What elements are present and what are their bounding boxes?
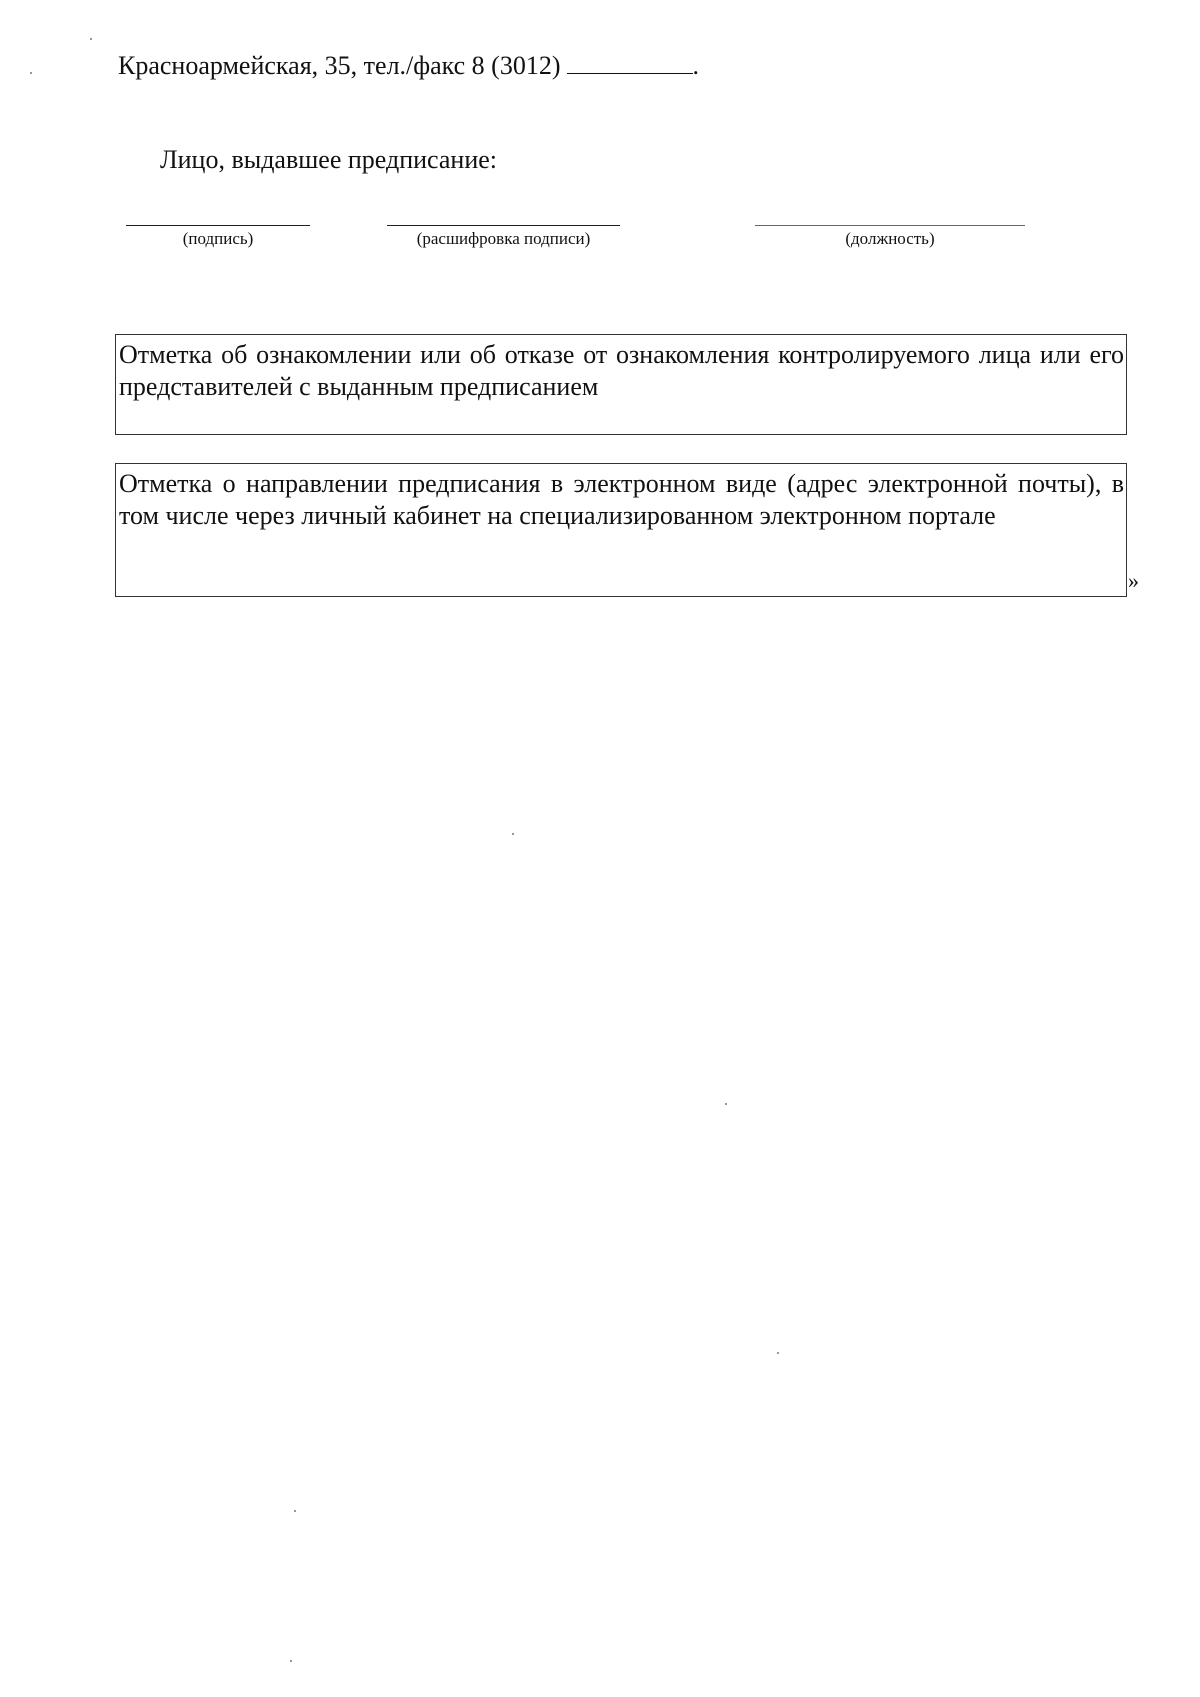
acknowledgement-mark-box bbox=[115, 334, 1127, 435]
closing-quote: » bbox=[1128, 568, 1139, 593]
scan-speck bbox=[290, 1660, 292, 1662]
acknowledgement-mark-text: Отметка об ознакомлении или об отказе от ознакомления контролируемого лица или его представителей с выданным предписанием bbox=[119, 340, 1124, 401]
signature-line bbox=[126, 225, 310, 226]
phone-blank-field bbox=[567, 51, 693, 74]
position-field bbox=[755, 225, 1025, 249]
scan-speck bbox=[90, 38, 92, 40]
signature-decode-caption: (расшифровка подписи) bbox=[416, 229, 591, 248]
address-line bbox=[118, 50, 699, 82]
issuer-label: Лицо, выдавшее предписание: bbox=[160, 145, 498, 174]
electronic-delivery-mark-text: Отметка о направлении предписания в электронном виде (адрес электронной почты), в том числе через личный кабинет на специализированном электронном портале bbox=[119, 469, 1124, 530]
address-trailing-period: . bbox=[692, 51, 699, 80]
electronic-delivery-mark-box bbox=[115, 463, 1127, 597]
scan-speck bbox=[512, 833, 514, 835]
signature-decode-field bbox=[387, 225, 620, 249]
scan-speck bbox=[725, 1103, 727, 1105]
scan-speck bbox=[30, 72, 32, 74]
address-text: Красноармейская, 35, тел./факс 8 (3012) bbox=[118, 51, 561, 80]
signature-caption: (подпись) bbox=[182, 229, 254, 248]
position-caption: (должность) bbox=[845, 229, 935, 248]
position-line bbox=[755, 225, 1025, 226]
signature-decode-line bbox=[387, 225, 620, 226]
signature-field bbox=[126, 225, 310, 249]
scan-speck bbox=[777, 1352, 779, 1354]
scan-speck bbox=[294, 1510, 296, 1512]
